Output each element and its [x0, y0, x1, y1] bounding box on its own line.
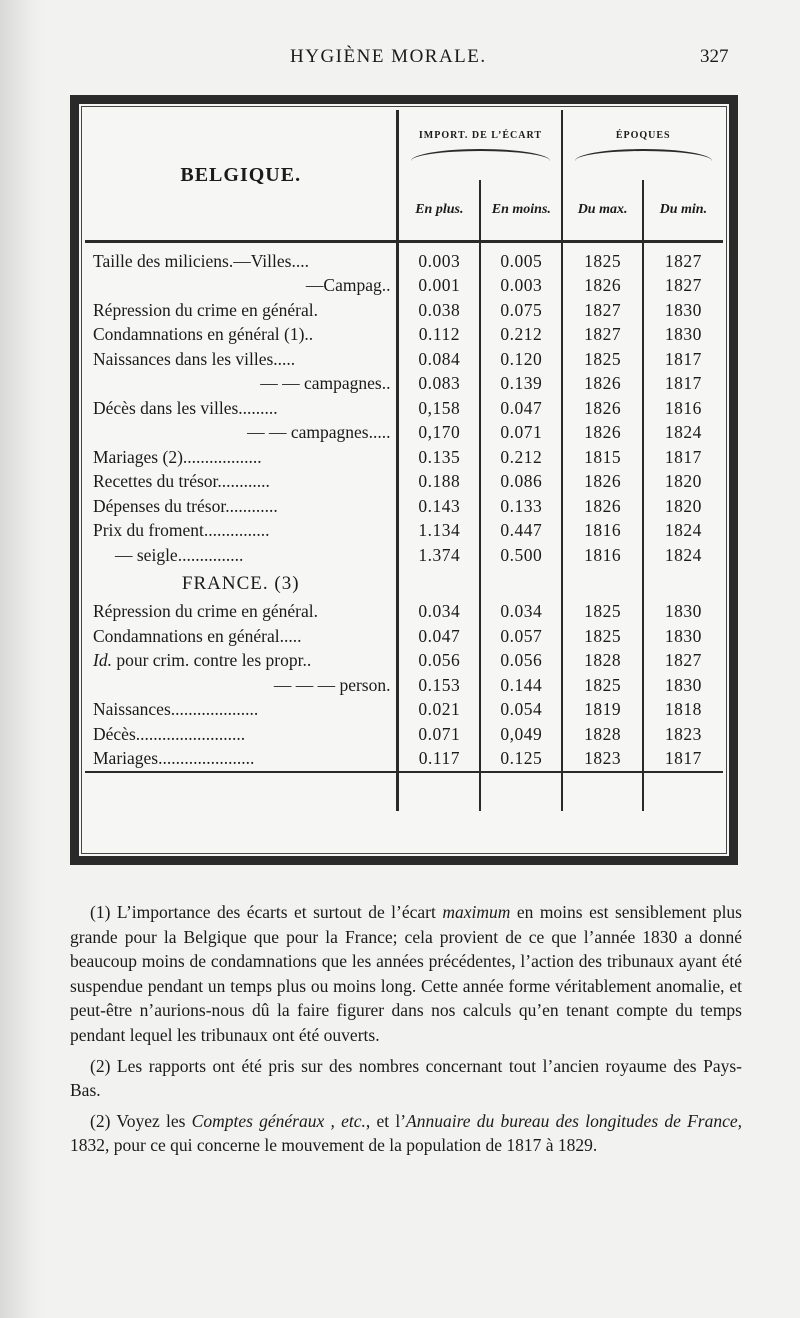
cell-en-moins: 0.120 [480, 347, 562, 372]
cell-du-max: 1826 [562, 372, 642, 397]
cell-en-plus: 0.143 [398, 494, 480, 519]
cell-en-moins: 0.125 [480, 747, 562, 773]
column-header-en-moins: En moins. [480, 180, 562, 241]
column-header-du-min: Du min. [643, 180, 723, 241]
cell-en-plus: 0.003 [398, 249, 480, 274]
cell-en-plus: 0.084 [398, 347, 480, 372]
cell-du-max: 1826 [562, 494, 642, 519]
row-label: Répression du crime en général. [85, 298, 398, 323]
cell-du-min: 1817 [664, 446, 702, 467]
table-row [85, 722, 723, 747]
cell-en-moins: 0.047 [480, 396, 562, 421]
cell-du-min: 1827 [664, 650, 702, 671]
footnote-3-text-c: 1832, pour ce qui concerne le mouvement de la population de 1817 à 1829. [70, 1135, 598, 1156]
footnote-3 [70, 1109, 742, 1158]
cell-en-plus: 0.135 [398, 445, 480, 470]
cell-du-max: 1827 [562, 323, 642, 348]
cell-du-min: 1830 [664, 625, 702, 646]
row-label: Recettes du trésor............ [85, 470, 398, 495]
cell-du-max: 1826 [562, 421, 642, 446]
brace-decoration [411, 149, 550, 161]
row-label: Mariages...................... [85, 747, 398, 773]
cell-du-max: 1816 [562, 543, 642, 568]
footnote-3-text-b: , et l’ [365, 1110, 407, 1131]
cell-en-plus: 0.071 [398, 722, 480, 747]
cell-du-min: 1820 [664, 495, 702, 516]
region-header-france: FRANCE. (3) [85, 568, 398, 600]
table-row [85, 298, 723, 323]
row-label: —Campag.. [85, 274, 398, 299]
cell-du-max: 1825 [562, 673, 642, 698]
cell-en-plus: 0.083 [398, 372, 480, 397]
cell-du-min: 1817 [664, 748, 702, 769]
table-row [85, 673, 723, 698]
cell-en-moins: 0.056 [480, 649, 562, 674]
cell-en-moins: 0.057 [480, 624, 562, 649]
cell-du-max: 1823 [562, 747, 642, 773]
cell-du-min: 1820 [664, 471, 702, 492]
row-label: — — — person. [85, 673, 398, 698]
cell-du-min: 1830 [664, 299, 702, 320]
table-row [85, 698, 723, 723]
row-label: Naissances.................... [85, 698, 398, 723]
cell-en-plus: 0.034 [398, 600, 480, 625]
cell-en-moins: 0.139 [480, 372, 562, 397]
row-label: Répression du crime en général. [85, 600, 398, 625]
row-label-rest: pour crim. contre les propr.. [111, 650, 312, 671]
group-header-ecart-label: IMPORT. DE L’ÉCART [418, 129, 543, 141]
cell-en-plus: 0.188 [398, 470, 480, 495]
page-number: 327 [700, 46, 729, 67]
cell-en-moins: 0.500 [480, 543, 562, 568]
table-row [85, 372, 723, 397]
cell-en-plus: 1.374 [398, 543, 480, 568]
footnote-3-emphasis-2: Annuaire du bureau des longitudes de France, [406, 1110, 743, 1131]
table-row [85, 421, 723, 446]
row-label: Taille des miliciens.—Villes.... [85, 249, 398, 274]
cell-en-moins: 0.086 [480, 470, 562, 495]
footnote-3-emphasis-1: Comptes généraux , etc. [191, 1110, 366, 1131]
table-row [85, 519, 723, 544]
row-label: Condamnations en général (1).. [85, 323, 398, 348]
table-row [85, 649, 723, 674]
table-row [85, 600, 723, 625]
footnote-1-emphasis: maximum [442, 902, 511, 922]
cell-en-moins: 0.133 [480, 494, 562, 519]
cell-en-moins: 0.005 [480, 249, 562, 274]
cell-en-moins: 0.071 [480, 421, 562, 446]
cell-du-min: 1816 [664, 397, 702, 418]
footnotes [70, 900, 742, 1164]
cell-en-moins: 0.212 [480, 445, 562, 470]
table-row [85, 494, 723, 519]
table-row [85, 445, 723, 470]
cell-en-moins: 0.075 [480, 298, 562, 323]
cell-en-plus: 0.117 [398, 747, 480, 773]
row-label: — — campagnes..... [85, 421, 398, 446]
column-header-du-max: Du max. [562, 180, 642, 241]
cell-du-min: 1818 [664, 699, 702, 720]
cell-en-moins: 0.212 [480, 323, 562, 348]
table-row [85, 543, 723, 568]
page-binding-edge [0, 0, 46, 1318]
cell-du-max: 1815 [562, 445, 642, 470]
row-label: Condamnations en général..... [85, 624, 398, 649]
cell-en-plus: 0.001 [398, 274, 480, 299]
statistics-table [85, 110, 723, 811]
region-header-belgique: BELGIQUE. [85, 110, 398, 242]
row-label: — seigle............... [85, 543, 398, 568]
cell-du-max: 1816 [562, 519, 642, 544]
row-label: Prix du froment............... [85, 519, 398, 544]
column-header-en-plus: En plus. [398, 180, 480, 241]
row-label: Naissances dans les villes..... [85, 347, 398, 372]
cell-du-max: 1825 [562, 347, 642, 372]
cell-du-max: 1825 [562, 249, 642, 274]
row-label: Décès......................... [85, 722, 398, 747]
running-title: HYGIÈNE MORALE. [290, 46, 487, 67]
statistics-table-frame [70, 95, 738, 865]
footnote-1 [70, 900, 742, 1048]
row-label: Mariages (2).................. [85, 445, 398, 470]
cell-du-min: 1823 [664, 723, 702, 744]
footnote-2: (2) Les rapports ont été pris sur des nombres concernant tout l’ancien royaume des Pays-Bas. [70, 1055, 742, 1101]
cell-en-moins: 0.447 [480, 519, 562, 544]
group-header-epoques-label: ÉPOQUES [615, 129, 671, 141]
cell-en-plus: 0.021 [398, 698, 480, 723]
cell-en-moins: 0.034 [480, 600, 562, 625]
cell-du-max: 1825 [562, 624, 642, 649]
footnote-1-text-b: en moins est sensiblement plus grande pour la Belgique que pour la France; cela provient de ce que l’année 1830 a donné beaucoup moins de condamnations que les années précédentes, l’action des tribunaux ayant été suspendue pendant un temps plus ou moins long. Cette année forme véritablement anomalie, et peut-être n’aurions-nous dû la faire figurer dans nos calculs qu’en tenant compte du temps pendant lequel les tribunaux ont été ouverts. [70, 902, 742, 1045]
cell-du-min: 1827 [664, 275, 702, 296]
cell-du-max: 1825 [562, 600, 642, 625]
cell-en-plus: 0,158 [398, 396, 480, 421]
footnote-3-text-a: (2) Voyez les [90, 1110, 192, 1131]
table-row [85, 249, 723, 274]
cell-du-max: 1826 [562, 396, 642, 421]
cell-en-plus: 0.056 [398, 649, 480, 674]
table-section-row [85, 568, 723, 600]
cell-en-plus: 1.134 [398, 519, 480, 544]
cell-du-min: 1817 [664, 373, 702, 394]
cell-du-min: 1824 [664, 422, 702, 443]
cell-en-moins: 0.144 [480, 673, 562, 698]
cell-en-plus: 0.112 [398, 323, 480, 348]
table-row [85, 747, 723, 773]
cell-du-min: 1830 [664, 674, 702, 695]
cell-du-max: 1826 [562, 274, 642, 299]
cell-du-max: 1827 [562, 298, 642, 323]
cell-en-plus: 0.153 [398, 673, 480, 698]
cell-du-min: 1824 [664, 544, 702, 565]
cell-en-moins: 0,049 [480, 722, 562, 747]
table-row [85, 624, 723, 649]
running-head [0, 46, 800, 76]
table-row [85, 323, 723, 348]
table-row [85, 470, 723, 495]
cell-du-min: 1830 [664, 601, 702, 622]
brace-decoration [575, 149, 712, 161]
row-label [85, 649, 398, 674]
cell-en-plus: 0.038 [398, 298, 480, 323]
table-row [85, 274, 723, 299]
row-label: — — campagnes.. [85, 372, 398, 397]
cell-en-moins: 0.054 [480, 698, 562, 723]
cell-du-max: 1826 [562, 470, 642, 495]
row-label: Décès dans les villes......... [85, 396, 398, 421]
cell-du-min: 1827 [664, 250, 702, 271]
cell-en-moins: 0.003 [480, 274, 562, 299]
cell-en-plus: 0,170 [398, 421, 480, 446]
row-label-italic: Id. [93, 650, 112, 671]
cell-du-max: 1819 [562, 698, 642, 723]
row-label: Dépenses du trésor............ [85, 494, 398, 519]
cell-du-min: 1824 [664, 520, 702, 541]
table-row [85, 396, 723, 421]
cell-du-max: 1828 [562, 649, 642, 674]
cell-en-plus: 0.047 [398, 624, 480, 649]
group-header-ecart [398, 110, 563, 180]
cell-du-min: 1817 [664, 348, 702, 369]
cell-du-max: 1828 [562, 722, 642, 747]
footnote-1-text-a: (1) L’importance des écarts et surtout de l’écart [90, 902, 443, 922]
table-row [85, 347, 723, 372]
group-header-epoques [562, 110, 723, 180]
cell-du-min: 1830 [664, 324, 702, 345]
